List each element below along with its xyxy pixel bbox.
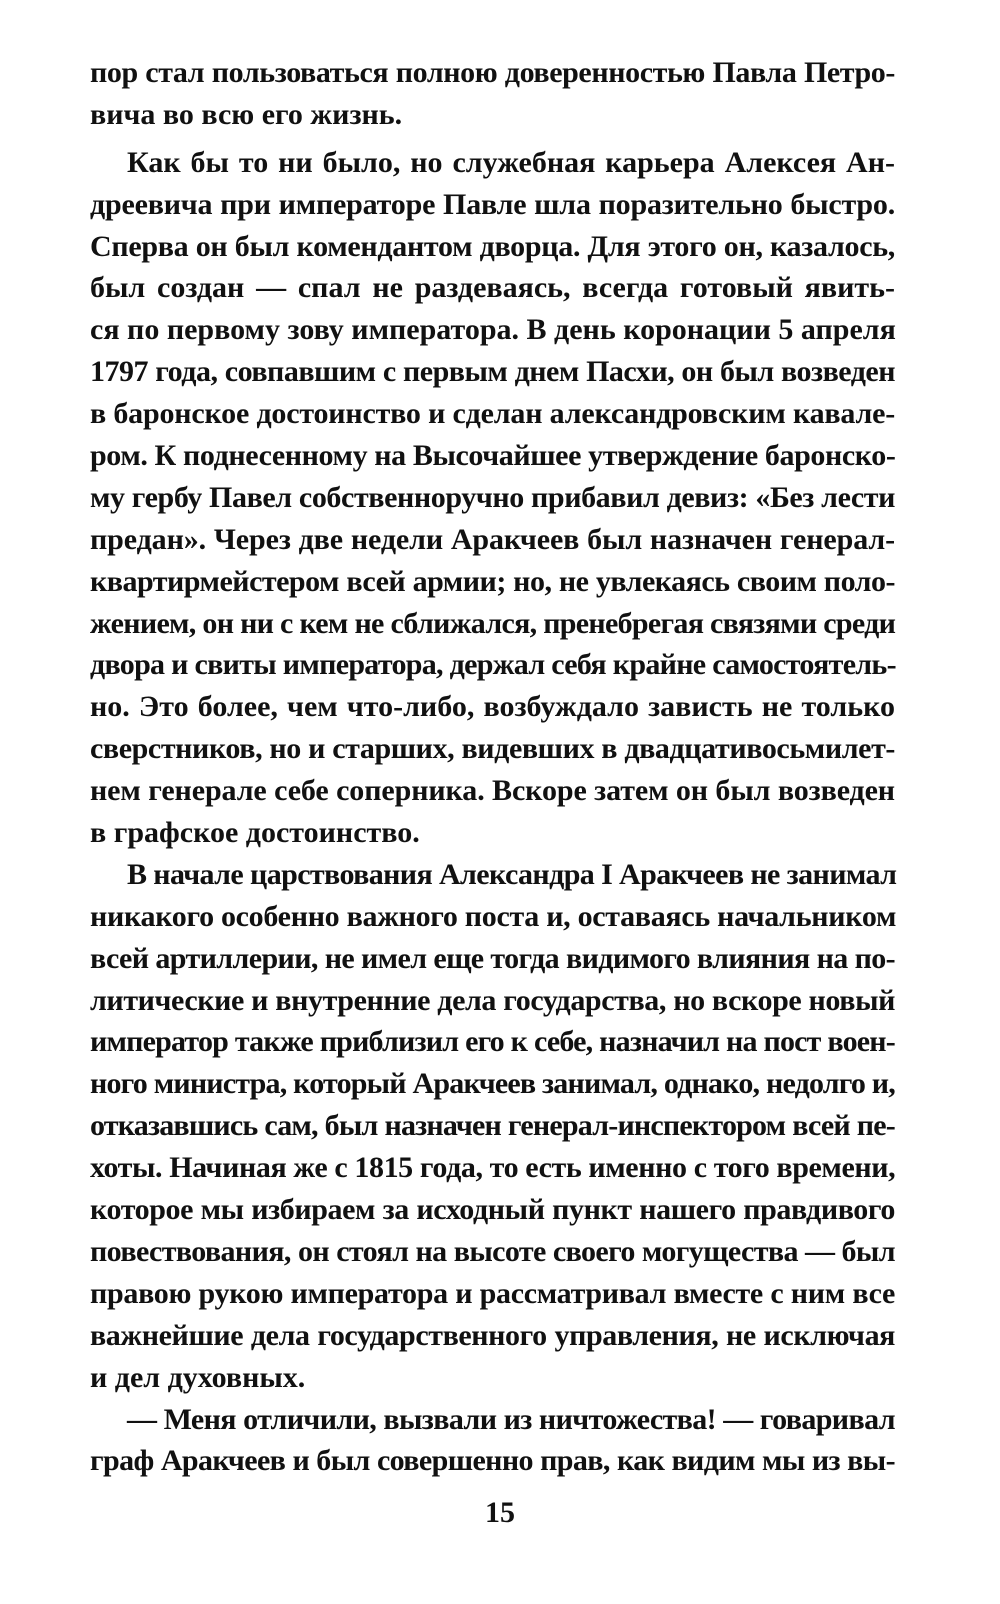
text-line: в графское достоинство. — [90, 816, 420, 850]
paragraph-2 — [90, 142, 895, 854]
text-line: дреевича при императоре Павле шла поразительно быстро. — [90, 187, 895, 221]
body-text — [90, 52, 895, 1482]
text-line: отказавшись сам, был назначен генерал-инспектором всей пе- — [90, 1109, 895, 1143]
text-line: император также приблизил его к себе, назначил на пост воен- — [90, 1025, 895, 1059]
text-line: которое мы избираем за исходный пункт нашего правдивого — [90, 1193, 895, 1227]
text-line: хоты. Начиная же с 1815 года, то есть именно с того времени, — [90, 1151, 896, 1185]
text-line: квартирмейстером всей армии; но, не увлекаясь своим поло- — [90, 564, 895, 598]
text-line: Сперва он был комендантом дворца. Для этого он, казалось, — [90, 229, 895, 263]
text-line: литические и внутренние дела государства, но вскоре новый — [90, 983, 895, 1017]
paragraph-3 — [90, 854, 895, 1399]
text-line: жением, он ни с кем не сближался, пренебрегая связями среди — [90, 606, 896, 640]
text-line: му гербу Павел собственноручно прибавил девиз: «Без лести — [90, 480, 895, 514]
text-line: двора и свиты императора, держал себя крайне самостоятель- — [90, 648, 896, 682]
paragraph-1 — [90, 52, 895, 136]
text-line: в баронское достоинство и сделан александровским кавале- — [90, 397, 895, 431]
text-line: В начале царствования Александра I Аракчеев не занимал — [127, 857, 897, 891]
text-line: нем генерале себе соперника. Вскоре затем он был возведен — [90, 774, 895, 808]
text-line: правою рукою императора и рассматривал вместе с ним все — [90, 1276, 895, 1310]
page-number: 15 — [485, 1496, 515, 1529]
text-line: граф Аракчеев и был совершенно прав, как видим мы из вы- — [90, 1444, 895, 1478]
text-line: и дел духовных. — [90, 1360, 306, 1394]
text-line: 1797 года, совпавшим с первым днем Пасхи, он был возведен — [90, 355, 895, 389]
text-line: но. Это более, чем что-либо, возбуждало зависть не только — [90, 690, 895, 724]
text-line: сверстников, но и старших, видевших в двадцативосьмилет- — [90, 732, 895, 766]
paragraph-4 — [90, 1399, 895, 1483]
text-line: ся по первому зову императора. В день коронации 5 апреля — [90, 313, 896, 347]
text-line: важнейшие дела государственного управления, не исключая — [90, 1318, 895, 1352]
text-line: — Меня отличили, вызвали из ничтожества! — говаривал — [127, 1402, 895, 1436]
text-line: повествования, он стоял на высоте своего могущества — был — [90, 1234, 895, 1268]
text-line: никакого особенно важного поста и, оставаясь начальником — [90, 899, 897, 933]
text-line: предан». Через две недели Аракчеев был назначен генерал- — [90, 522, 895, 556]
text-line: ного министра, который Аракчеев занимал, однако, недолго и, — [90, 1067, 895, 1101]
text-line: был создан — спал не раздеваясь, всегда готовый явить- — [90, 271, 895, 305]
text-line: пор стал пользоваться полною доверенностью Павла Петро- — [90, 56, 895, 89]
text-line: ром. К поднесенному на Высочайшее утверждение баронско- — [90, 439, 896, 473]
text-line: Как бы то ни было, но служебная карьера Алексея Ан- — [127, 145, 895, 179]
text-line: всей артиллерии, не имел еще тогда видимого влияния на по- — [90, 941, 896, 975]
text-line: вича во всю его жизнь. — [90, 97, 403, 131]
